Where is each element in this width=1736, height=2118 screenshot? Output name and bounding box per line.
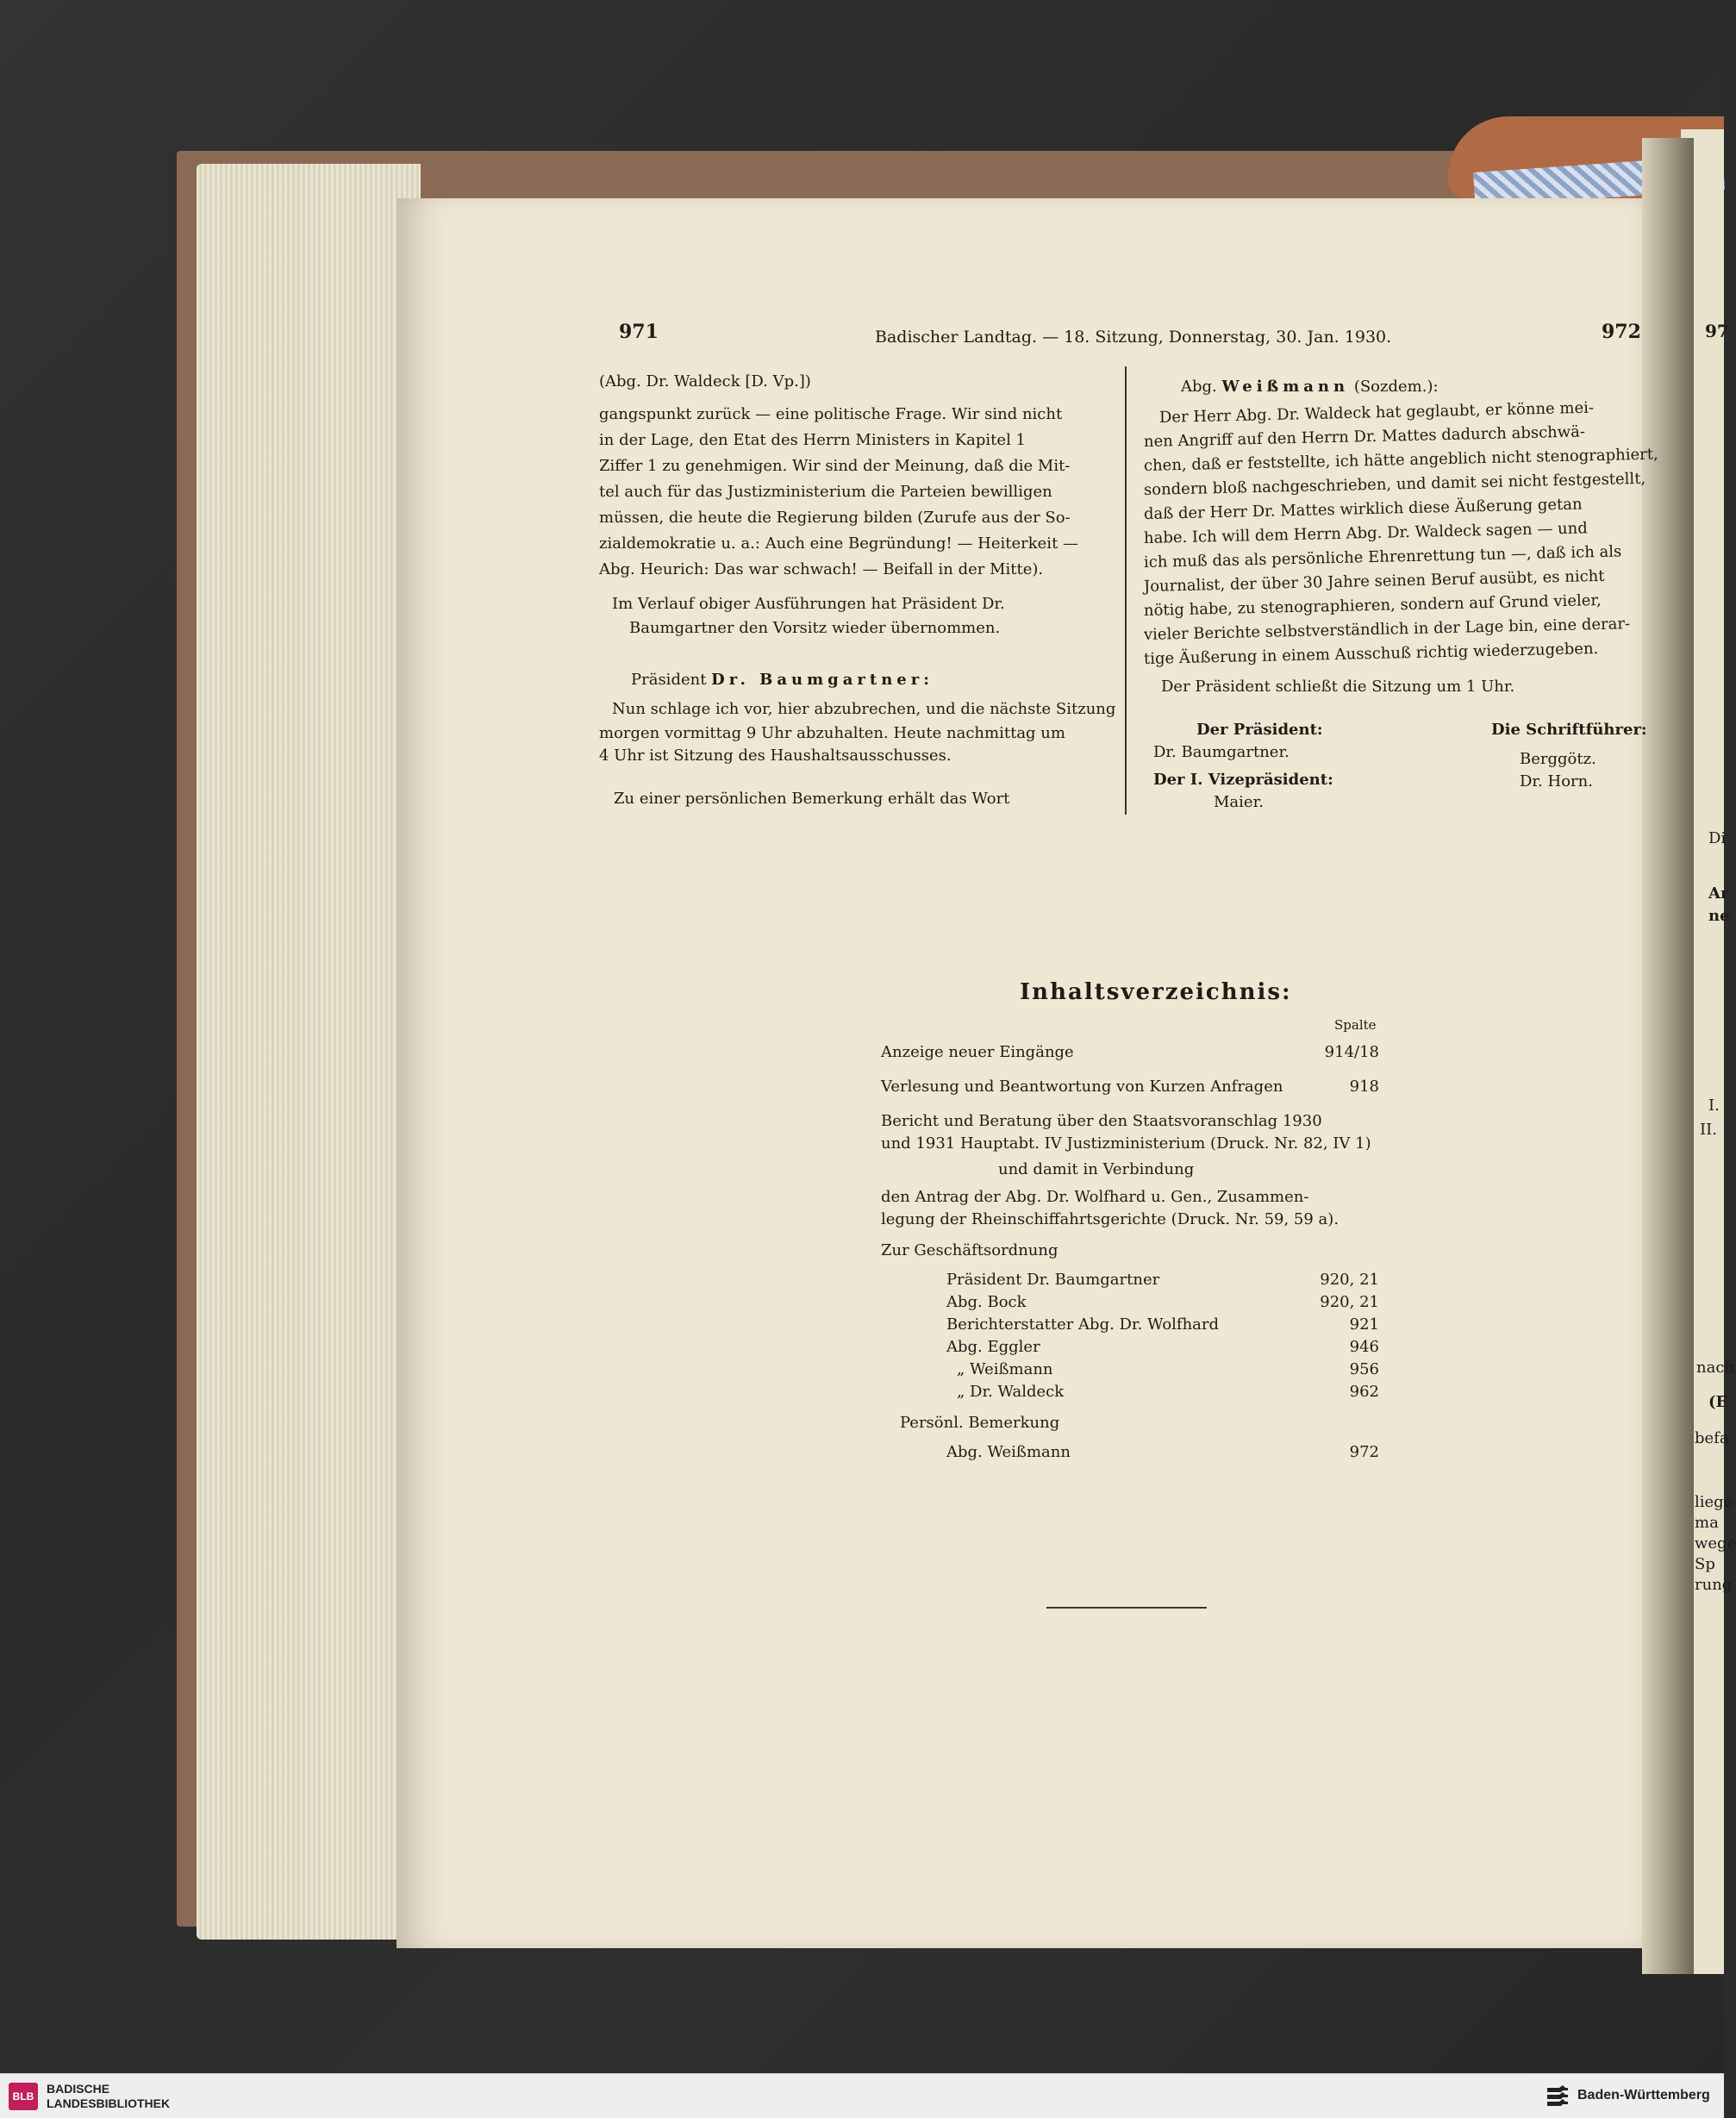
toc-title: Inhaltsverzeichnis: [1020,979,1292,1005]
text-line: Nun schlage ich vor, hier abzubrechen, und die nächste Sitzung [612,700,1116,718]
library-name [47,2082,170,2111]
fragment: ne [1708,907,1730,925]
toc-speaker-column: 962 [1349,1383,1379,1401]
page-number-left: 971 [619,321,659,343]
toc-speaker-column: 946 [1349,1338,1379,1356]
fragment: ma [1695,1514,1719,1532]
left-paragraph-4: Zu einer persönlichen Bemerkung erhält das Wort [614,790,1010,808]
text-line: Abg. Heurich: Das war schwach! — Beifall in der Mitte). [599,560,1044,578]
toc-bericht-line: Bericht und Beratung über den Staatsvoranschlag 1930 [881,1112,1322,1130]
toc-entry: Verlesung und Beantwortung von Kurzen Anfragen [881,1078,1283,1096]
text-line: zialdemokratie u. a.: Auch eine Begründung! — Heiterkeit — [599,534,1079,553]
page-gutter [1642,138,1694,1974]
text-line: ich muß das als persönliche Ehrenrettung tun —, daß ich als [1143,542,1622,572]
running-title: Badischer Landtag. — 18. Sitzung, Donnerstag, 30. Jan. 1930. [875,328,1392,347]
toc-speaker: Berichterstatter Abg. Dr. Wolfhard [946,1315,1220,1334]
toc-speaker-column: 920, 21 [1320,1271,1379,1289]
text-line: sondern bloß nachgeschrieben, und damit sei nicht festgestellt, [1143,469,1646,499]
blb-logo[interactable]: BLB [9,2083,38,2110]
toc-speaker: Abg. Bock [946,1293,1027,1311]
fragment: (E [1708,1393,1728,1411]
text-line: in der Lage, den Etat des Herrn Ministers in Kapitel 1 [599,431,1026,449]
signature-name-secretary-1: Berggötz. [1520,750,1596,768]
library-name-line: LANDESBIBLIOTHEK [47,2096,171,2110]
speaker-name: Weißmann [1221,378,1350,396]
page-edges [197,164,421,1940]
toc-antrag-line: legung der Rheinschiffahrtsgerichte (Druck. Nr. 59, 59 a). [881,1210,1339,1228]
toc-persoenl-column: 972 [1349,1443,1379,1461]
toc-antrag-line: den Antrag der Abg. Dr. Wolfhard u. Gen., Zusammen- [881,1188,1309,1206]
text-line: 4 Uhr ist Sitzung des Haushaltsausschusses. [599,747,952,765]
toc-speaker-column: 920, 21 [1320,1293,1379,1311]
toc-speaker-column: 921 [1349,1315,1379,1334]
text-line: Der Herr Abg. Dr. Waldeck hat geglaubt, er könne mei- [1158,398,1595,427]
signature-title-vice: Der I. Vizepräsident: [1153,771,1333,789]
toc-speaker: „ Weißmann [957,1360,1053,1378]
speaker-name: Dr. Baumgartner: [711,671,934,689]
signature-name-president: Dr. Baumgartner. [1153,743,1290,761]
baden-wuerttemberg-lions-icon [1545,2083,1571,2110]
fragment: rung [1695,1576,1733,1594]
fragment: wege [1695,1534,1736,1553]
toc-speaker: Präsident Dr. Baumgartner [946,1271,1160,1289]
end-rule [1046,1607,1207,1609]
speaker-prefix: Abg. [1181,378,1222,396]
signature-title-president: Der Präsident: [1196,721,1323,739]
fragment: 97 [1705,321,1729,341]
speaker-prefix: Präsident [631,671,712,689]
text-line: chen, daß er feststellte, ich hätte angeblich nicht stenographiert, [1143,445,1658,475]
text-line: daß der Herr Dr. Mattes wirklich diese Äußerung getan [1143,495,1583,523]
text-line: tel auch für das Justizministerium die Parteien bewilligen [599,483,1052,501]
text-line: gangspunkt zurück — eine politische Frage. Wir sind nicht [599,405,1063,423]
speaker-continuation: (Abg. Dr. Waldeck [D. Vp.]) [599,372,811,390]
toc-speaker: Abg. Eggler [946,1338,1040,1356]
toc-entry-column: 914/18 [1324,1043,1379,1061]
text-line: Baumgartner den Vorsitz wieder übernommen. [629,619,1001,637]
signature-name-secretary-2: Dr. Horn. [1520,772,1593,790]
text-line: habe. Ich will dem Herrn Abg. Dr. Waldeck sagen — und [1143,519,1588,547]
toc-entry: Anzeige neuer Eingänge [881,1043,1074,1061]
page-number-right: 972 [1602,321,1641,343]
text-line: vieler Berichte selbstverständlich in der Lage bin, eine derar- [1143,615,1631,644]
library-name-line: BADISCHE [47,2082,110,2096]
speaker-heading [631,671,934,689]
fragment: befa [1695,1429,1729,1447]
text-line: Journalist, der über 30 Jahre seinen Beruf ausübt, es nicht [1143,566,1605,596]
fragment: liege [1695,1493,1733,1511]
text-line: Im Verlauf obiger Ausführungen hat Präsident Dr. [612,595,1005,613]
closing-line: Der Präsident schließt die Sitzung um 1 Uhr. [1161,678,1515,696]
signature-name-vice: Maier. [1214,793,1264,811]
text-line: morgen vormittag 9 Uhr abzuhalten. Heute nachmittag um [599,724,1065,742]
toc-entry-column: 918 [1349,1078,1379,1096]
toc-persoenl: Persönl. Bemerkung [900,1414,1060,1432]
state-name[interactable]: Baden-Württemberg [1577,2088,1710,2102]
toc-bericht-line: und 1931 Hauptabt. IV Justizministerium (Druck. Nr. 82, IV 1) [881,1134,1371,1153]
toc-speaker: „ Dr. Waldeck [957,1383,1065,1401]
text-line: nen Angriff auf den Herrn Dr. Mattes dadurch abschwä- [1143,422,1586,451]
text-line: Ziffer 1 zu genehmigen. Wir sind der Meinung, daß die Mit- [599,457,1071,475]
toc-column-header: Spalte [1334,1017,1377,1033]
fragment: II. [1700,1121,1717,1139]
fragment: Sp [1695,1555,1715,1573]
toc-speaker-column: 956 [1349,1360,1379,1378]
fragment: nach [1696,1359,1734,1377]
footer-bar [0,2073,1724,2118]
fragment: Ar [1708,884,1729,903]
speaker-party: (Sozdem.): [1349,378,1439,396]
speaker-heading-right [1181,378,1439,396]
fragment: I. [1708,1096,1720,1115]
toc-persoenl-speaker: Abg. Weißmann [946,1443,1071,1461]
fragment: Di [1708,829,1727,847]
text-line: müssen, die heute die Regierung bilden (Zurufe aus der So- [599,509,1071,527]
text-line: nötig habe, zu stenographieren, sondern auf Grund vieler, [1143,590,1602,620]
signature-title-secretaries: Die Schriftführer: [1491,721,1647,739]
toc-geschaeftsordnung: Zur Geschäftsordnung [881,1241,1058,1259]
column-divider [1125,366,1127,815]
text-line: tige Äußerung in einem Ausschuß richtig wiederzugeben. [1143,640,1599,668]
toc-verbindung: und damit in Verbindung [998,1160,1195,1178]
